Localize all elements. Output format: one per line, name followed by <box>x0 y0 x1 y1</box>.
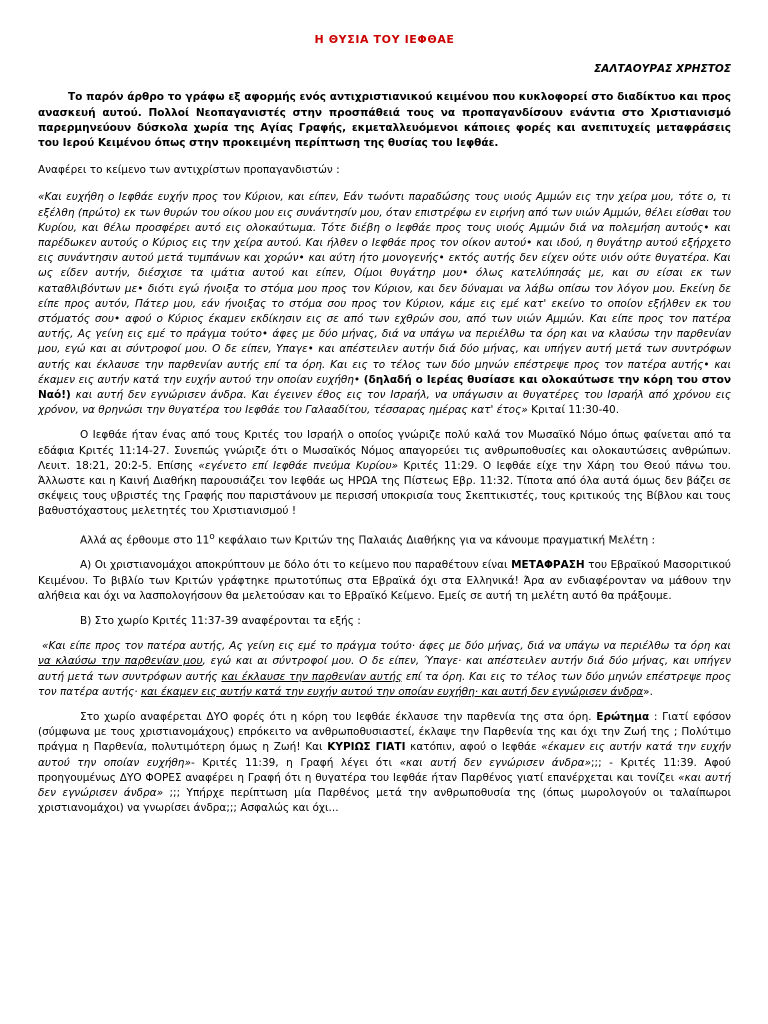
paragraph-question <box>38 710 731 816</box>
paragraph-point-b: Β) Στο χωρίο Κριτές 11:37-39 αναφέρονται τα εξής : <box>80 615 361 627</box>
lead-line: Αναφέρει το κείμενο των αντιχρίστων προπαγανδιστών : <box>38 164 340 177</box>
paragraph-text: του Εβραϊκού Μασοριτικού Κειμένου. Το βιβλίο των Κριτών γράφτηκε πρωτοτύπως στα Εβραϊκά όχι στα Ελληνικά! Άρα αν ενδιαφέρονταν να μάθουν την αλήθεια και όχι να λασπολογήσουν θα μελετούσαν και το Εβραϊκό Κείμενο. Εμείς σε αυτή τη μελέτη αυτό θα πράξουμε. <box>38 559 731 602</box>
bold-term: ΜΕΤΑΦΡΑΣΗ <box>511 559 585 572</box>
paragraph-text: Στο χωρίο αναφέρεται ΔΥΟ φορές ότι η κόρη του Ιεφθάε έκλαυσε την παρθενία της στα όρη. <box>80 711 592 724</box>
paragraph-chapter-11 <box>38 530 731 549</box>
quote-tail: και αυτή δεν εγνώρισεν άνδρα. Και έγεινεν έθος εις τον Ισραήλ, να υπάγωσιν αι θυγατέρες του Ισραήλ από χρόνου εις χρόνον, να θρηνώσι την θυγατέρα του Ιεφθάε του Γαλααδίτου, τέσσαρας ημέρας κατ' έτος» <box>38 389 731 417</box>
inline-quote: «και αυτή δεν εγνώρισεν άνδρα» <box>399 756 592 769</box>
quote-end: ». <box>643 685 653 698</box>
question-label: Ερώτημα <box>596 711 650 724</box>
paragraph-text: Α) Οι χριστιανομάχοι αποκρύπτουν με δόλο ότι το κείμενο που παραθέτουν είναι <box>80 559 508 572</box>
paragraph-text: ;;; - Κριτές 11:39. Αφού προηγουμένως ΔΥΟ ΦΟΡΕΣ αναφέρει η Γραφή ότι η θυγατέρα του Ιεφθάε ήταν Παρθένος γιατί επανέρχεται και τονίζει <box>38 756 731 784</box>
quote-text: «Και είπε προς τον πατέρα αυτής, Ας γείνη εις εμέ το πράγμα τούτο· άφες με δύο μήνας, διά να υπάγω να περιέλθω τα όρη και <box>42 640 731 653</box>
inline-quote: «εγένετο επί Ιεφθάε πνεύμα Κυρίου» <box>198 459 399 472</box>
paragraph-text: - Κριτές 11:39, η Γραφή λέγει ότι <box>190 756 393 769</box>
quote-text: «Και ευχήθη ο Ιεφθάε ευχήν προς τον Κύριον, και είπεν, Εάν τωόντι παραδώσης τους υιούς Αμμών εις την χείρα μου, τότε ο, τι εξέλθη (πρώτο) εκ των θυρών του οίκου μου εις συνάντησίν μου, όταν επιστρέφω εν ειρήνη από των υιών Αμμών, θέλει είσθαι του Κυρίου, και θέλω προσφέρει αυτό εις ολοκαύτωμα. Τότε διέβη ο Ιεφθάε προς τους υιούς Αμμών διά να πολεμήση αυτούς• και παρέδωκεν αυτούς ο Κύριος εις την χείρα αυτού. Και ήλθεν ο Ιεφθάε προς τον οίκον αυτού• και ιδού, η θυγάτηρ αυτού εξήρχετο εις συνάντησιν αυτού μετά τυμπάνων και χορών• και αύτη ήτο μονογενής• εκτός αυτής δεν είχεν ούτε υιόν ούτε θυγατέρα. Και ως είδεν αυτήν, διέσχισε τα ιμάτια αυτού και είπεν, Οίμοι θυγάτηρ μου• όλως κατελύπησάς με, και συ είσαι εκ των καταθλιβόντων με• διότι εγώ ήνοιξα το στόμα μου προς τον Κύριον, και δεν δύναμαι να λάβω οπίσω τον λόγον μου. Εκείνη δε είπε προς αυτόν, Πάτερ μου, εάν ήνοιξας το στόμα σου προς τον Κύριον, κάμε εις εμέ κατ' εκείνο το οποίον εξήλθεν εκ του στόματός σου• αφού ο Κύριος έκαμεν εκδίκησιν εις σε από των εχθρών σου, από των υιών Αμμών. Και είπε προς τον πατέρα αυτής, Ας γείνη εις εμέ το πράγμα τούτο• άφες με δύο μήνας, διά να υπάγω να περιέλθω τα όρη και να κλαύσω την παρθενίαν μου, εγώ και αι σύντροφοί μου. Ο δε είπεν, Υπαγε• και απέστειλεν αυτήν διά δύο μήνας, και υπήγεν αυτή μετά των συντρόφων αυτής και έκλαυσε την παρθενίαν αυτής επί τα όρη. Και εις το τέλος των δύο μηνών επέστρεψε προς τον πατέρα αυτής• και έκαμεν εις αυτήν κατά την ευχήν αυτού την οποίαν ευχήθη• <box>38 191 731 386</box>
quote-reference: Κριταί 11:30-40. <box>531 404 620 417</box>
inline-quote: «έκαμεν εις αυτήν κατά την ευχήν αυτού την οποίαν ευχήθη» <box>38 741 732 769</box>
paragraph-jephthah-law <box>38 428 731 519</box>
paragraph-text: κεφάλαιο των Κριτών της Παλαιάς Διαθήκης για να κάνουμε πραγματική Μελέτη : <box>218 534 656 547</box>
quote-text: επί τα όρη. Και εις το τέλος των δύο μηνών επέστρεψε προς τον πατέρα αυτής· <box>38 670 731 698</box>
underlined-text: και έκλαυσε την παρθενίαν αυτής <box>221 670 402 683</box>
inline-quote: «και αυτή δεν εγνώρισεν άνδρα» <box>38 771 731 800</box>
paragraph-text: κατόπιν, αφού ο Ιεφθάε <box>410 741 537 754</box>
quote-judges-11-37-39 <box>38 639 731 700</box>
author-name: ΣΑΛΤΑΟΥΡΑΣ ΧΡΗΣΤΟΣ <box>594 63 731 76</box>
quote-bold-comment: (δηλαδή ο Ιερέας θυσίασε και ολοκαύτωσε την κόρη του στον Ναό!) <box>38 373 732 402</box>
paragraph-text: Κριτές 11:29. Ο Ιεφθάε είχε την Χάρη του Θεού πάνω του. Άλλωστε και η Καινή Διαθήκη παρουσιάζει τον Ιεφθάε ως ΗΡΩΑ της Πίστεως Εβρ. 11:32. Τίποτα από όλα αυτά όμως δεν βάζει σε σκέψεις τους υβριστές της Γραφής που παριστάνουν με περισσή υποκρισία τους Σκεπτικιστές, τους κριτικούς της Βίβλου και τους βαθυστόχαστους μελετητές του Χριστιανισμού ! <box>38 459 732 518</box>
underlined-text: να κλαύσω την παρθενίαν μου <box>38 655 203 668</box>
paragraph-text: : Γιατί εφόσον (σύμφωνα με τους χριστιανομάχους) επρόκειτο να ανθρωποθυσιαστεί, έκλαψε την Παρθενία της και όχι την Ζωή της ; Πολύτιμο πράγμα η Παρθενία, πολυτιμότερη όμως η Ζωή! Και <box>38 711 731 754</box>
quote-text: , εγώ και αι σύντροφοί μου. Ο δε είπεν, Ύπαγε· και απέστειλεν αυτήν διά δύο μήνας, και υπήγεν αυτή μετά των συντρόφων αυτής <box>38 655 731 683</box>
quote-judges-11-30-40 <box>38 190 731 418</box>
document-title: Η ΘΥΣΙΑ ΤΟΥ ΙΕΦΘΑΕ <box>314 33 455 46</box>
ordinal-superscript: ο <box>209 531 215 542</box>
intro-paragraph: Το παρόν άρθρο το γράφω εξ αφορμής ενός αντιχριστιανικού κειμένου που κυκλοφορεί στο διαδίκτυο και προς ανασκευή αυτού. Πολλοί Νεοπαγανιστές στην προσπάθειά τους να προπαγανδίσουν ενάντια στο Χριστιανισμό παρερμηνεύουν δύσκολα χωρία της Αγίας Γραφής, εκμεταλλευόμενοι κάποιες φορές και ανεπιτυχείς μεταφράσεις του Ιερού Κειμένου όπως στην προκειμένη περίπτωση της θυσίας του Ιεφθάε. <box>38 91 731 150</box>
paragraph-point-a <box>38 558 731 604</box>
underlined-text: και έκαμεν εις αυτήν κατά την ευχήν αυτού την οποίαν ευχήθη· και αυτή δεν εγνώρισεν άνδρα <box>140 685 644 698</box>
bold-term: ΚΥΡΙΩΣ ΓΙΑΤΙ <box>327 741 406 754</box>
paragraph-text: Αλλά ας έρθουμε στο 11 <box>80 534 210 547</box>
paragraph-text: ;;; Υπήρχε περίπτωση μία Παρθένος μετά την ανθρωποθυσία της (όπως μωρολογούν οι ταλαίπωροι χριστιανομάχοι) να γνωρίσει άνδρα;;; Ασφαλώς και όχι... <box>38 787 731 815</box>
paragraph-text: Ο Ιεφθάε ήταν ένας από τους Κριτές του Ισραήλ ο οποίος γνώριζε πολύ καλά τον Μωσαϊκό Νόμο όπως φαίνεται από τα εδάφια Κριτές 11:14-27. Συνεπώς γνώριζε ότι ο Μωσαϊκός Νόμος απαγορεύει τις ανθρωποθυσίες και ολοκαυτώσεις ανθρώπων. Λευιτ. 18:21, 20:2-5. Επίσης <box>38 429 731 472</box>
